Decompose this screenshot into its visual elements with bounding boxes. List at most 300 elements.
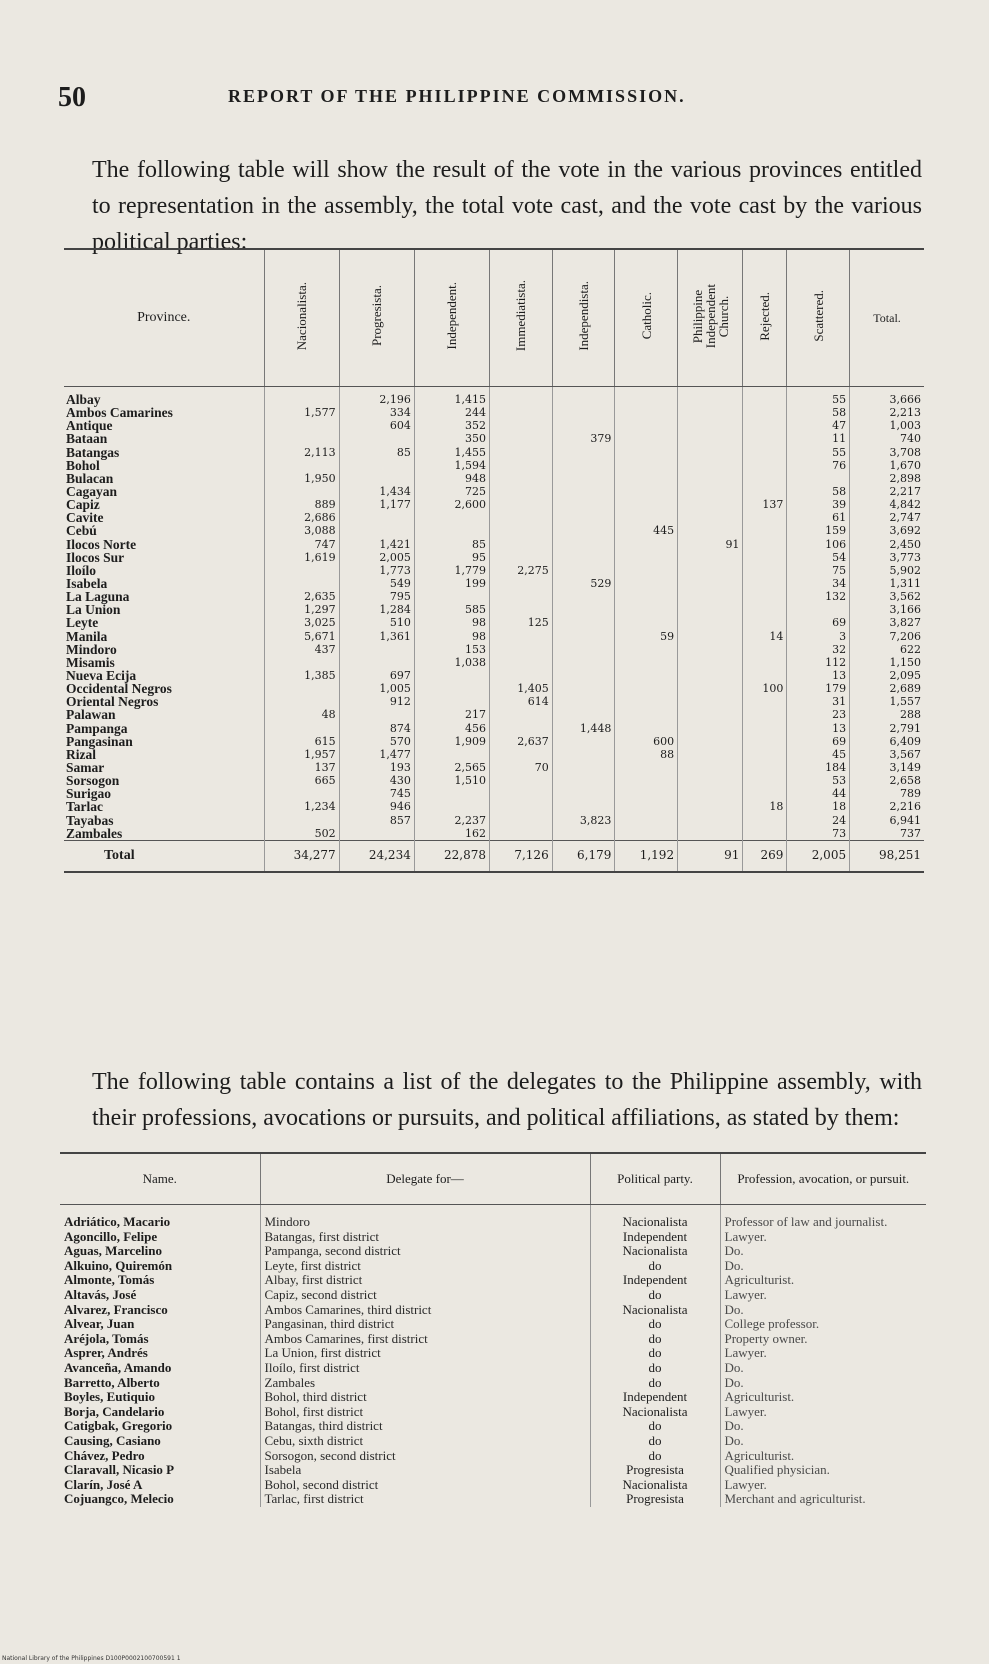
province-name: Capiz	[66, 497, 100, 513]
vote-cell: 88	[615, 748, 678, 761]
vote-cell	[552, 459, 615, 472]
delegate-name: Causing, Casiano	[64, 1432, 161, 1448]
vote-cell: 604	[339, 419, 414, 432]
vote-cell: 159	[787, 524, 850, 537]
vote-column-header	[787, 249, 850, 387]
delegate-row	[60, 1390, 926, 1405]
vote-cell	[615, 387, 678, 407]
vote-table-row	[64, 485, 924, 498]
vote-cell: 100	[743, 682, 787, 695]
vote-cell: 510	[339, 616, 414, 629]
vote-cell	[678, 577, 743, 590]
vote-cell: 3,166	[850, 603, 924, 616]
vote-table-row	[64, 387, 924, 407]
vote-cell	[615, 406, 678, 419]
vote-cell: 600	[615, 735, 678, 748]
vote-cell: 430	[339, 774, 414, 787]
vote-cell	[414, 695, 489, 708]
vote-cell: 437	[264, 643, 339, 656]
vote-cell	[339, 524, 414, 537]
vote-table-row	[64, 682, 924, 695]
vote-cell	[490, 419, 553, 432]
vote-table-row	[64, 538, 924, 551]
vote-cell: 1,909	[414, 735, 489, 748]
delegate-row	[60, 1205, 926, 1230]
province-name: Zambales	[66, 825, 123, 841]
delegate-district: Sorsogon, second district	[260, 1449, 590, 1464]
vote-cell: 1,455	[414, 446, 489, 459]
delegate-row	[60, 1317, 926, 1332]
vote-cell: 3,827	[850, 616, 924, 629]
vote-column-label: Progresista.	[369, 285, 385, 347]
delegate-district: La Union, first district	[260, 1346, 590, 1361]
delegate-district: Pampanga, second district	[260, 1244, 590, 1259]
delegate-district: Capiz, second district	[260, 1288, 590, 1303]
vote-column-header	[490, 249, 553, 387]
delegate-party: do	[590, 1419, 720, 1434]
vote-cell: 45	[787, 748, 850, 761]
vote-cell	[264, 459, 339, 472]
vote-column-label: Total.	[873, 310, 901, 325]
vote-cell: 23	[787, 708, 850, 721]
vote-cell: 3	[787, 630, 850, 643]
delegate-row	[60, 1244, 926, 1259]
province-name: Rizal	[66, 746, 96, 762]
vote-cell	[615, 538, 678, 551]
vote-table-row	[64, 761, 924, 774]
vote-cell	[552, 446, 615, 459]
delegate-party: Progresista	[590, 1492, 720, 1507]
delegate-name: Barretto, Alberto	[64, 1374, 160, 1390]
vote-table-row	[64, 669, 924, 682]
vote-cell	[552, 603, 615, 616]
vote-cell	[490, 485, 553, 498]
vote-table-header	[64, 249, 924, 387]
vote-cell: 18	[743, 800, 787, 813]
vote-cell: 199	[414, 577, 489, 590]
vote-cell	[743, 524, 787, 537]
vote-cell	[743, 485, 787, 498]
vote-cell: 1,421	[339, 538, 414, 551]
vote-cell	[552, 708, 615, 721]
delegate-table-body	[60, 1205, 926, 1507]
total-cell: 24,234	[339, 840, 414, 872]
vote-cell	[678, 827, 743, 841]
vote-column-header	[552, 249, 615, 387]
vote-cell: 55	[787, 446, 850, 459]
vote-cell	[552, 511, 615, 524]
vote-cell	[615, 616, 678, 629]
vote-cell: 14	[743, 630, 787, 643]
vote-cell: 352	[414, 419, 489, 432]
delegate-profession: Do.	[720, 1303, 926, 1318]
vote-cell	[414, 800, 489, 813]
delegate-profession: Do.	[720, 1376, 926, 1391]
vote-cell	[615, 708, 678, 721]
vote-table-row	[64, 656, 924, 669]
vote-cell	[264, 682, 339, 695]
vote-column-header	[339, 249, 414, 387]
vote-cell: 7,206	[850, 630, 924, 643]
vote-cell: 162	[414, 827, 489, 841]
vote-cell: 1,003	[850, 419, 924, 432]
vote-cell	[615, 774, 678, 787]
delegate-district: Albay, first district	[260, 1273, 590, 1288]
province-name: Sorsogon	[66, 773, 120, 789]
vote-table-row	[64, 722, 924, 735]
vote-cell: 2,113	[264, 446, 339, 459]
vote-cell: 2,689	[850, 682, 924, 695]
delegate-district: Ambos Camarines, first district	[260, 1332, 590, 1347]
vote-cell: 55	[787, 387, 850, 407]
delegate-column-header: Name.	[60, 1153, 260, 1205]
vote-cell	[743, 827, 787, 841]
vote-table-row	[64, 406, 924, 419]
vote-cell	[615, 800, 678, 813]
vote-cell	[552, 524, 615, 537]
vote-cell: 125	[490, 616, 553, 629]
province-name: Batangas	[66, 444, 120, 460]
total-cell: 34,277	[264, 840, 339, 872]
vote-cell: 1,510	[414, 774, 489, 787]
vote-cell: 2,217	[850, 485, 924, 498]
province-name: Isabela	[66, 576, 108, 592]
vote-cell: 61	[787, 511, 850, 524]
delegate-profession: Agriculturist.	[720, 1449, 926, 1464]
vote-cell: 98	[414, 630, 489, 643]
delegate-row	[60, 1492, 926, 1507]
total-cell: 22,878	[414, 840, 489, 872]
vote-table-row	[64, 616, 924, 629]
vote-cell: 32	[787, 643, 850, 656]
vote-cell: 549	[339, 577, 414, 590]
vote-cell: 48	[264, 708, 339, 721]
vote-cell: 91	[678, 538, 743, 551]
vote-cell: 73	[787, 827, 850, 841]
vote-cell	[339, 511, 414, 524]
vote-cell	[678, 603, 743, 616]
vote-cell	[743, 472, 787, 485]
province-name: Palawan	[66, 707, 116, 723]
delegate-profession: Lawyer.	[720, 1405, 926, 1420]
vote-cell: 58	[787, 406, 850, 419]
delegate-district: Mindoro	[260, 1205, 590, 1230]
delegate-profession: College professor.	[720, 1317, 926, 1332]
delegate-district: Batangas, first district	[260, 1230, 590, 1245]
vote-cell	[490, 814, 553, 827]
vote-cell	[264, 432, 339, 445]
delegate-row	[60, 1376, 926, 1391]
vote-cell	[490, 787, 553, 800]
province-name: Cagayan	[66, 484, 118, 500]
vote-cell	[490, 748, 553, 761]
vote-cell	[339, 656, 414, 669]
vote-cell: 1,405	[490, 682, 553, 695]
vote-cell: 614	[490, 695, 553, 708]
vote-cell	[490, 656, 553, 669]
vote-cell	[743, 538, 787, 551]
vote-cell: 1,177	[339, 498, 414, 511]
delegate-row	[60, 1332, 926, 1347]
vote-cell: 2,635	[264, 590, 339, 603]
vote-cell	[414, 524, 489, 537]
vote-cell: 570	[339, 735, 414, 748]
vote-cell	[743, 814, 787, 827]
delegate-party: Nacionalista	[590, 1478, 720, 1493]
delegate-row	[60, 1449, 926, 1464]
vote-cell	[615, 419, 678, 432]
vote-table-row	[64, 787, 924, 800]
delegate-name: Catigbak, Gregorio	[64, 1418, 173, 1434]
vote-column-label: Independent.	[444, 282, 460, 350]
vote-cell: 615	[264, 735, 339, 748]
vote-cell	[678, 735, 743, 748]
vote-table-body	[64, 387, 924, 841]
vote-cell: 13	[787, 669, 850, 682]
vote-cell	[552, 669, 615, 682]
vote-cell	[678, 485, 743, 498]
delegate-profession: Do.	[720, 1434, 926, 1449]
vote-table-row	[64, 643, 924, 656]
vote-cell	[678, 472, 743, 485]
vote-cell	[615, 432, 678, 445]
vote-cell	[552, 748, 615, 761]
vote-cell	[743, 774, 787, 787]
delegate-party: do	[590, 1288, 720, 1303]
vote-cell	[414, 787, 489, 800]
vote-cell	[743, 590, 787, 603]
delegate-district: Bohol, third district	[260, 1390, 590, 1405]
delegate-name: Asprer, Andrés	[64, 1345, 148, 1361]
province-name: Bataan	[66, 431, 108, 447]
vote-cell	[678, 748, 743, 761]
vote-cell: 6,409	[850, 735, 924, 748]
total-cell: 269	[743, 840, 787, 872]
delegate-profession: Do.	[720, 1244, 926, 1259]
delegate-name: Clarín, José A	[64, 1476, 143, 1492]
province-name: Misamis	[66, 654, 115, 670]
delegate-party: Progresista	[590, 1463, 720, 1478]
vote-cell	[743, 577, 787, 590]
vote-cell: 456	[414, 722, 489, 735]
vote-cell: 1,150	[850, 656, 924, 669]
vote-cell	[615, 551, 678, 564]
vote-cell: 2,213	[850, 406, 924, 419]
vote-cell	[552, 787, 615, 800]
vote-cell: 3,773	[850, 551, 924, 564]
delegate-district: Bohol, second district	[260, 1478, 590, 1493]
vote-table-row	[64, 603, 924, 616]
delegate-name: Avanceña, Amando	[64, 1359, 172, 1375]
province-name: Mindoro	[66, 641, 117, 657]
vote-cell	[678, 682, 743, 695]
vote-cell	[490, 722, 553, 735]
vote-column-header	[615, 249, 678, 387]
vote-table-row	[64, 498, 924, 511]
province-name: Bohol	[66, 457, 100, 473]
vote-column-label: Independista.	[576, 281, 592, 351]
delegate-district: Isabela	[260, 1463, 590, 1478]
vote-cell: 3,823	[552, 814, 615, 827]
vote-column-label: Immediatista.	[513, 280, 529, 352]
vote-cell: 529	[552, 577, 615, 590]
delegate-profession: Qualified physician.	[720, 1463, 926, 1478]
vote-cell	[552, 774, 615, 787]
vote-cell	[615, 485, 678, 498]
vote-cell: 2,791	[850, 722, 924, 735]
vote-cell	[552, 695, 615, 708]
delegate-profession: Agriculturist.	[720, 1390, 926, 1405]
province-name: Ilocos Norte	[66, 536, 137, 552]
delegate-party: Independent	[590, 1230, 720, 1245]
total-cell: 6,179	[552, 840, 615, 872]
vote-cell	[743, 603, 787, 616]
vote-cell: 2,747	[850, 511, 924, 524]
vote-table-row	[64, 630, 924, 643]
vote-cell: 18	[787, 800, 850, 813]
vote-column-header	[414, 249, 489, 387]
vote-cell: 2,237	[414, 814, 489, 827]
vote-cell	[743, 551, 787, 564]
vote-table-row	[64, 446, 924, 459]
vote-column-label: Province.	[137, 310, 191, 325]
vote-cell: 737	[850, 827, 924, 841]
vote-cell: 1,477	[339, 748, 414, 761]
province-name: Cavite	[66, 510, 104, 526]
vote-cell	[743, 656, 787, 669]
vote-cell	[678, 800, 743, 813]
vote-column-header	[64, 249, 264, 387]
vote-cell	[339, 472, 414, 485]
delegate-row	[60, 1259, 926, 1274]
delegate-name: Claravall, Nicasio P	[64, 1462, 175, 1478]
vote-cell	[678, 406, 743, 419]
vote-column-header	[850, 249, 924, 387]
vote-cell	[339, 643, 414, 656]
vote-cell	[552, 800, 615, 813]
vote-cell	[615, 446, 678, 459]
vote-cell: 5,671	[264, 630, 339, 643]
vote-cell	[743, 735, 787, 748]
vote-cell	[552, 485, 615, 498]
vote-cell	[414, 748, 489, 761]
vote-cell: 137	[743, 498, 787, 511]
delegate-profession: Professor of law and journalist.	[720, 1205, 926, 1230]
vote-cell	[414, 669, 489, 682]
delegate-row	[60, 1288, 926, 1303]
vote-cell	[615, 498, 678, 511]
vote-cell	[678, 446, 743, 459]
vote-cell	[264, 485, 339, 498]
vote-cell	[490, 800, 553, 813]
vote-cell: 24	[787, 814, 850, 827]
vote-cell	[787, 603, 850, 616]
vote-cell	[678, 498, 743, 511]
vote-cell	[264, 577, 339, 590]
vote-cell: 1,577	[264, 406, 339, 419]
delegate-profession: Agriculturist.	[720, 1273, 926, 1288]
vote-cell: 1,448	[552, 722, 615, 735]
vote-cell: 217	[414, 708, 489, 721]
vote-table-row	[64, 564, 924, 577]
delegate-party: do	[590, 1259, 720, 1274]
province-name: Tarlac	[66, 799, 103, 815]
vote-cell: 5,902	[850, 564, 924, 577]
vote-cell	[552, 472, 615, 485]
delegate-profession: Merchant and agriculturist.	[720, 1492, 926, 1507]
vote-cell: 1,361	[339, 630, 414, 643]
delegate-row	[60, 1230, 926, 1245]
delegate-party: Nacionalista	[590, 1205, 720, 1230]
vote-cell	[678, 787, 743, 800]
delegate-profession: Do.	[720, 1259, 926, 1274]
vote-cell	[552, 498, 615, 511]
vote-cell: 3,708	[850, 446, 924, 459]
vote-cell	[490, 643, 553, 656]
total-cell: 7,126	[490, 840, 553, 872]
vote-cell	[552, 656, 615, 669]
intro-paragraph-votes: The following table will show the result of the vote in the various provinces entitled to representation in the assembly, the total vote cast, and the vote cast by the various political parties:	[92, 157, 922, 255]
vote-cell: 585	[414, 603, 489, 616]
delegate-table-header	[60, 1153, 926, 1205]
vote-cell	[264, 564, 339, 577]
vote-cell: 1,594	[414, 459, 489, 472]
vote-cell	[615, 827, 678, 841]
page-number: 50	[58, 82, 86, 113]
vote-cell: 95	[414, 551, 489, 564]
vote-cell	[678, 419, 743, 432]
delegate-row	[60, 1463, 926, 1478]
vote-cell	[743, 406, 787, 419]
vote-cell: 1,038	[414, 656, 489, 669]
total-cell: 1,192	[615, 840, 678, 872]
vote-cell	[678, 524, 743, 537]
delegate-party: Independent	[590, 1390, 720, 1405]
vote-cell: 69	[787, 735, 850, 748]
vote-table-row	[64, 800, 924, 813]
vote-cell: 3,666	[850, 387, 924, 407]
vote-cell	[414, 590, 489, 603]
vote-cell: 2,637	[490, 735, 553, 748]
vote-cell: 2,450	[850, 538, 924, 551]
delegate-name: Almonte, Tomás	[64, 1272, 155, 1288]
vote-cell	[490, 511, 553, 524]
vote-cell: 1,619	[264, 551, 339, 564]
delegate-district: Iloílo, first district	[260, 1361, 590, 1376]
vote-column-label: Rejected.	[757, 291, 773, 341]
delegate-name: Agoncillo, Felipe	[64, 1228, 158, 1244]
vote-cell: 244	[414, 406, 489, 419]
vote-cell: 1,234	[264, 800, 339, 813]
vote-cell	[678, 722, 743, 735]
vote-cell	[552, 630, 615, 643]
vote-cell: 2,898	[850, 472, 924, 485]
vote-cell	[552, 827, 615, 841]
vote-cell	[552, 387, 615, 407]
vote-column-label: Scattered.	[810, 290, 826, 342]
vote-cell: 725	[414, 485, 489, 498]
delegate-profession: Lawyer.	[720, 1346, 926, 1361]
total-cell: 2,005	[787, 840, 850, 872]
vote-cell: 379	[552, 432, 615, 445]
vote-cell: 31	[787, 695, 850, 708]
vote-cell	[678, 564, 743, 577]
vote-cell: 3,567	[850, 748, 924, 761]
vote-table-row	[64, 735, 924, 748]
vote-cell	[264, 814, 339, 827]
vote-cell	[615, 669, 678, 682]
scan-footer: National Library of the Philippines D100P0002100700591 1	[2, 1655, 181, 1662]
